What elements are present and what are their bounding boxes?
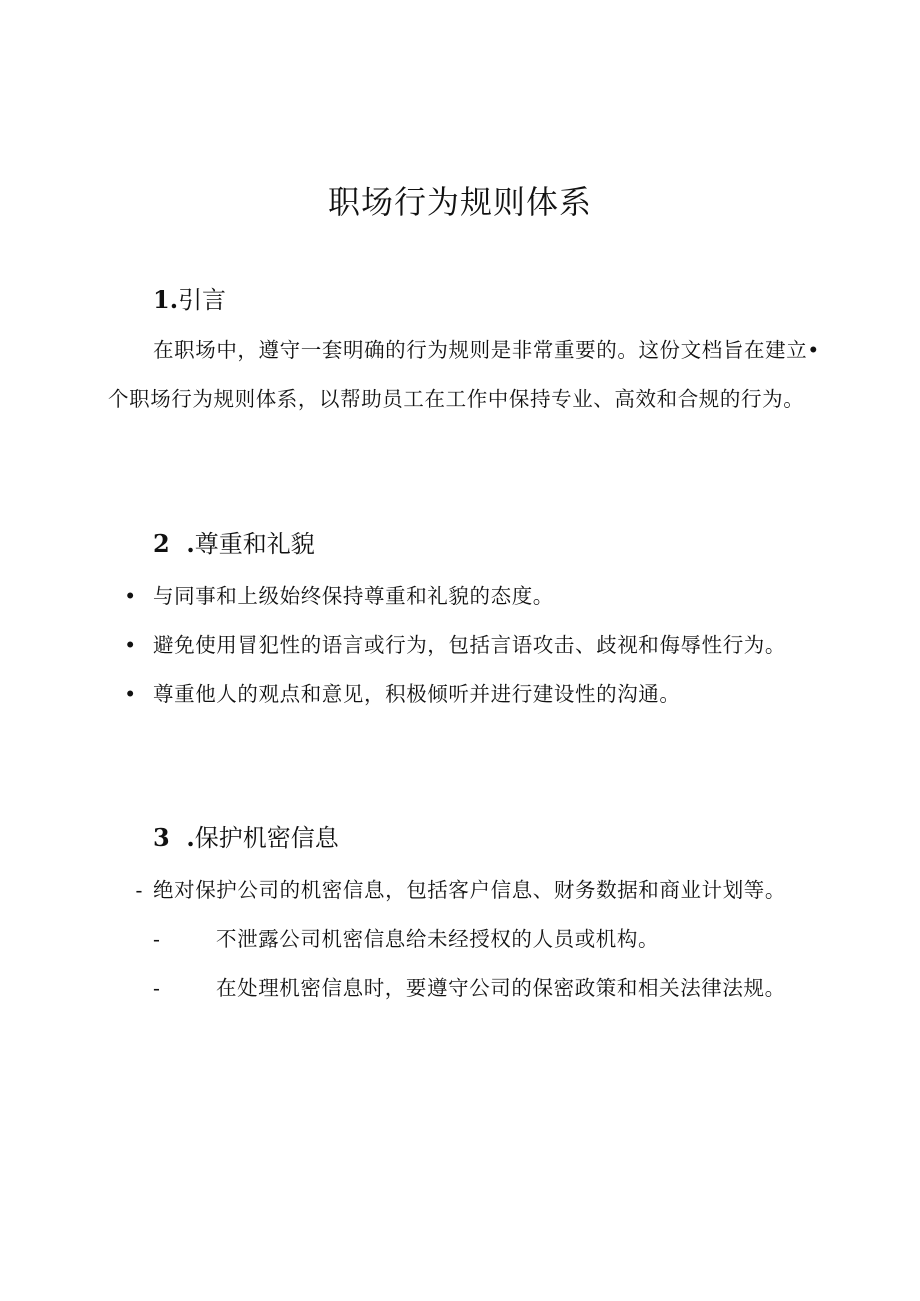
bullet-icon: • <box>124 682 137 706</box>
list-item-text: 绝对保护公司的机密信息，包括客户信息、财务数据和商业计划等。 <box>153 878 786 902</box>
section-title: 引言 <box>178 286 227 314</box>
list-item-text: 与同事和上级始终保持尊重和礼貌的态度。 <box>153 584 554 608</box>
section-respect <box>108 526 820 719</box>
list-item-text: 在处理机密信息时，要遵守公司的保密政策和相关法律法规。 <box>216 976 786 1000</box>
list-item-text: 尊重他人的观点和意见，积极倾听并进行建设性的沟通。 <box>153 682 681 706</box>
bullet-icon: • <box>124 584 137 608</box>
document-title: 职场行为规则体系 <box>327 183 592 221</box>
dash-icon: - <box>153 976 161 1000</box>
bullet-icon: • <box>124 633 137 657</box>
section-number: 1. <box>153 285 179 314</box>
dash-icon: - <box>153 927 161 951</box>
list-item <box>108 670 820 719</box>
section-heading <box>108 820 820 856</box>
section-heading <box>108 526 820 562</box>
list-item <box>108 866 820 915</box>
list-item <box>108 621 820 670</box>
dash-icon: - <box>135 878 143 902</box>
section-confidential <box>108 820 820 1013</box>
list-item-text: 避免使用冒犯性的语言或行为，包括言语攻击、歧视和侮辱性行为。 <box>153 633 786 657</box>
list-item <box>108 915 820 964</box>
list-item <box>108 964 820 1013</box>
section-number: 3 . <box>153 823 195 852</box>
list-item-text: 不泄露公司机密信息给未经授权的人员或机构。 <box>216 927 660 951</box>
section-title: 保护机密信息 <box>194 824 339 852</box>
section-number: 2 . <box>153 529 195 558</box>
list-item <box>108 572 820 621</box>
section-introduction <box>108 282 820 424</box>
section-heading <box>108 282 820 318</box>
section-title: 尊重和礼貌 <box>194 530 315 558</box>
intro-paragraph: 在职场中，遵守一套明确的行为规则是非常重要的。这份文档旨在建立•个职场行为规则体系，以帮助员工在工作中保持专业、高效和合规的行为。 <box>108 338 820 411</box>
